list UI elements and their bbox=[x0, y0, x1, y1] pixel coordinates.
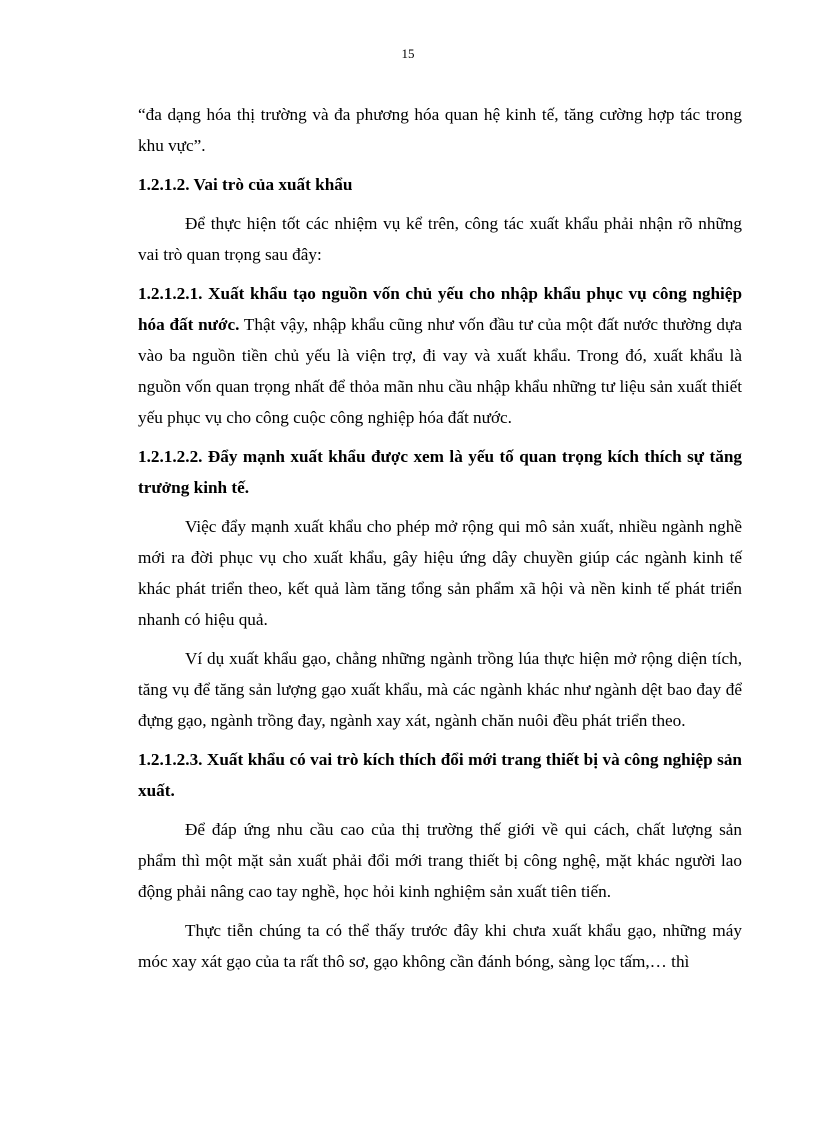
paragraph-practice: Thực tiễn chúng ta có thể thấy trước đây khi chưa xuất khẩu gạo, những máy móc xay xát gạo của ta rất thô sơ, gạo không cần đánh bóng, sàng lọc tấm,… thì bbox=[138, 921, 742, 971]
paragraph-continuation: “đa dạng hóa thị trường và đa phương hóa quan hệ kinh tế, tăng cường hợp tác trong khu vực”. bbox=[138, 105, 742, 155]
paragraph-equipment-renewal: Để đáp ứng nhu cầu cao của thị trường thế giới về qui cách, chất lượng sản phẩm thì một mặt sản xuất phải đổi mới trang thiết bị công nghệ, mặt khác người lao động phải nâng cao tay nghề, học hỏi kinh nghiệm sản xuất tiên tiến. bbox=[138, 820, 742, 901]
paragraph-roles-intro: Để thực hiện tốt các nhiệm vụ kể trên, công tác xuất khẩu phải nhận rõ những vai trò quan trọng sau đây: bbox=[138, 214, 742, 264]
paragraph-export-growth: Việc đẩy mạnh xuất khẩu cho phép mở rộng qui mô sản xuất, nhiều ngành nghề mới ra đời phục vụ cho xuất khẩu, gây hiệu ứng dây chuyền giúp các ngành kinh tế khác phát triển theo, kết quả làm tăng tổng sản phẩm xã hội và nền kinh tế phát triển nhanh có hiệu quả. bbox=[138, 517, 742, 629]
paragraph-1-2-1-2-1 bbox=[138, 278, 742, 433]
subheading-1-2-1-2-1: 1.2.1.2.1. Xuất khẩu tạo nguồn vốn chủ yếu cho nhập khẩu phục vụ công nghiệp hóa đất nước. bbox=[138, 284, 742, 334]
paragraph-1-2-1-2-1-body: Thật vậy, nhập khẩu cũng như vốn đầu tư của một đất nước thường dựa vào ba nguồn tiền chủ yếu là viện trợ, đi vay và xuất khẩu. Trong đó, xuất khẩu là nguồn vốn quan trọng nhất để thỏa mãn nhu cầu nhập khẩu những tư liệu sản xuất thiết yếu phục vụ cho công cuộc công nghiệp hóa đất nước. bbox=[138, 315, 742, 427]
subheading-1-2-1-2-3: 1.2.1.2.3. Xuất khẩu có vai trò kích thích đổi mới trang thiết bị và công nghiệp sản xuất. bbox=[138, 750, 742, 800]
subheading-1-2-1-2-2: 1.2.1.2.2. Đẩy mạnh xuất khẩu được xem là yếu tố quan trọng kích thích sự tăng trưởng kinh tế. bbox=[138, 447, 742, 497]
page-number: 15 bbox=[401, 46, 415, 61]
section-heading-1-2-1-2: 1.2.1.2. Vai trò của xuất khẩu bbox=[138, 175, 353, 194]
page-content bbox=[138, 99, 742, 985]
paragraph-rice-example: Ví dụ xuất khẩu gạo, chẳng những ngành trồng lúa thực hiện mở rộng diện tích, tăng vụ để tăng sản lượng gạo xuất khẩu, mà các ngành khác như ngành dệt bao đay để đựng gạo, ngành trồng đay, ngành xay xát, ngành chăn nuôi đều phát triển theo. bbox=[138, 649, 742, 730]
